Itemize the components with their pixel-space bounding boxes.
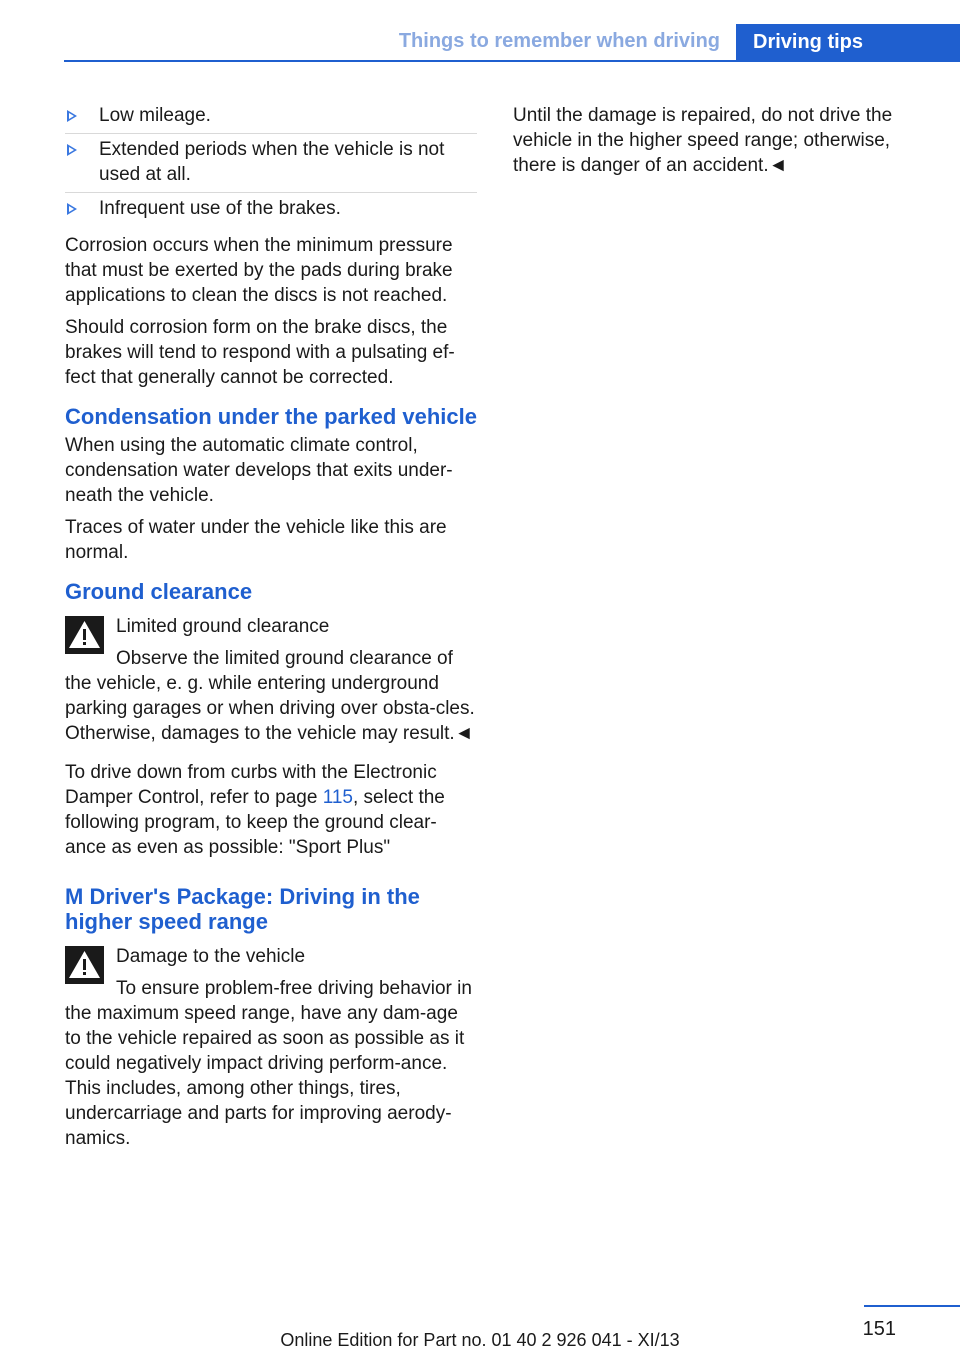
- condensation-heading: Condensation under the parked vehicle: [65, 404, 477, 429]
- continued-warning-text: Until the damage is repaired, do not drive the vehicle in the higher speed range; otherwise, there is danger of an accident.◄: [513, 105, 893, 176]
- list-item: Infrequent use of the brakes.: [65, 196, 477, 226]
- warning-triangle-icon: [65, 616, 104, 654]
- ground-warning-body: Observe the limited ground clearance of the vehicle, e. g. while entering underground parking garages or when driving over obsta-cles. Otherwise, damages to the vehicle may result.◄: [65, 648, 475, 744]
- edition-note: Online Edition for Part no. 01 40 2 926 041 - XI/13: [280, 1330, 680, 1350]
- cause-list: [65, 103, 477, 226]
- corrosion-paragraph-1: Corrosion occurs when the minimum pressure that must be exerted by the pads during brake applications to clean the discs is not reached.: [65, 235, 453, 306]
- footer-rule: [864, 1305, 960, 1307]
- m-driver-warning: [65, 944, 477, 969]
- m-driver-warning-title: Damage to the vehicle: [116, 946, 306, 967]
- bullet-triangle-icon: [67, 110, 77, 122]
- m-driver-warning-body: To ensure problem-free driving behavior in the maximum speed range, have any dam-age to the vehicle repaired as soon as possible as it could negatively impact driving perform-ance. This includes, among other things, tires, undercarriage and parts for improving aerody-namics.: [65, 978, 472, 1149]
- bullet-triangle-icon: [67, 144, 77, 156]
- warning-triangle-icon: [65, 946, 104, 984]
- bullet-triangle-icon: [67, 203, 77, 215]
- m-driver-heading: M Driver's Package: Driving in the higher speed range: [65, 884, 420, 934]
- list-item: Extended periods when the vehicle is not used at all.: [65, 137, 477, 193]
- header-breadcrumb: Things to remember when driving: [398, 30, 720, 52]
- list-item: Low mileage.: [65, 103, 477, 134]
- ground-warning-title: Limited ground clearance: [116, 616, 330, 637]
- corrosion-paragraph-2: Should corrosion form on the brake discs, the brakes will tend to respond with a pulsating ef-fect that generally cannot be corrected.: [65, 317, 455, 388]
- ground-clearance-heading: Ground clearance: [65, 579, 253, 604]
- header-rule: [64, 60, 960, 62]
- page-number: 151: [862, 1318, 896, 1340]
- ground-clearance-warning: [65, 614, 477, 639]
- header-section-tab: Driving tips: [736, 24, 960, 62]
- edc-paragraph: To drive down from curbs with the Electronic Damper Control, refer to page 115, select the following program, to keep the ground clear-ance as even as possible: "Sport Plus": [65, 762, 445, 858]
- left-column: [65, 103, 477, 1165]
- condensation-paragraph-1: When using the automatic climate control, condensation water develops that exits under-neath the vehicle.: [65, 435, 453, 506]
- condensation-paragraph-2: Traces of water under the vehicle like this are normal.: [65, 517, 447, 563]
- page-reference-link[interactable]: 115: [322, 787, 353, 808]
- right-column: [513, 103, 913, 185]
